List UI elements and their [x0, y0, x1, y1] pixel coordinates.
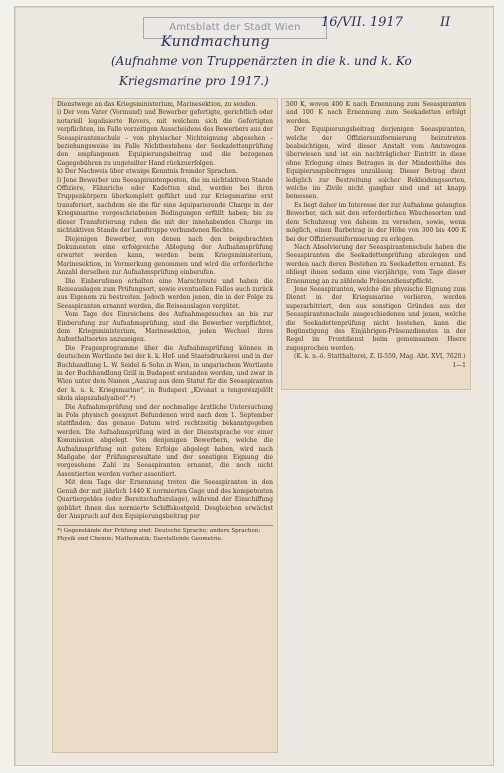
clip-paragraph: 500 K, wovon 400 K nach Ernennung zum Seeaspiranten und 100 K nach Ernennung zum Seekadetten erfolgt werden. — [286, 101, 466, 125]
clip-paragraph: l) Jene Bewerber um Seeaspirantenposten, die im nichtaktiven Stande Offiziere, Fähnriche oder Kadetten sind, werden bei ihren Truppenkörpern überkomplett geführt und zur Kriegsmarine erst transferiert, nachdem sie die für eine äquiparierende Charge in der Kriegsmarine vorgeschriebenen Bedingungen erfüllt haben; bis zu dieser Transferierung ruhen die mit der innehabenden Charge im nichtaktiven Stande der Landtruppe verbundenen Rechte. — [57, 176, 273, 235]
clip-paragraph: Mit dem Tage der Ernennung treten die Seeaspiranten in den Genuß der mit jährlich 1440 K normierten Gage und des kompetenten Quartiergeldes (oder Bereitschaftszulage), während der Einschiffung gebührt ihnen das normierte Schiffskostgeld. Desgleichen erwächst der Anspruch auf den Equipierungsbeitrag per — [57, 479, 273, 520]
clip-paragraph: i) Der vom Vater (Vormund) und Bewerber gefertigte, gerichtlich oder notariell legalisierte Revers, mit welchem sich die Gefertigten verpflichten, im Falle vorzeitigen Ausscheidens des Bewerbers aus der Seeaspirantenschule – von physischer Nichteignung abgesehen – beziehungsweise im Falle Nichtbestehens der Seekadettenprüfung den empfangenen Equipierungsbeitrag und die bezogenen Gagegebühren zu ungeteilter Hand rückzuerfolgen. — [57, 109, 273, 167]
clip-footnote: *) Gegenstände der Prüfung sind: Deutsche Sprache; andere Sprachen; Physik und Chemie; Mathematik; Darstellende Geometrie. — [57, 525, 273, 543]
clip-paragraph: Die Aufnahmsprüfung und der nochmalige ärztliche Untersuchung in Pola physisch geeignet Befundenen wird nach dem 1. September stattfinden; das genaue Datum wird rechtzeitig bekanntgegeben werden. Die Aufnahmsprüfung wird in der Dienstsprache vor einer Kommission abgelegt. Von denjenigen Bewerbern, welche die Aufnahmsprüfung mit gutem Erfolge abgelegt haben, wird nach Maßgabe der Prüfungsresultate und der sonstigen Eignung die vorgesehene Zahl zu Seeaspiranten ernannt, die noch nicht Assentierten werden vorher assentiert. — [57, 403, 273, 478]
newspaper-clipping-right — [281, 98, 471, 390]
clip-paragraph: Der Equipierungsbeitrag derjenigen Seeaspiranten, welche der Offiziersuniformierung beizutreten beabsichtigen, wird dieser Anstalt vom Amtswegen überwiesen und ist ein nachträglicher Eintritt in diese ohne Erlegung eines Betrages in der Mindesthöhe des Equipierungsbeitrages unzulässig. Dieser Betrag dient lediglich zur Bestreitung solcher Bekleidungssorten, welche im Zivile nicht gangbar sind und ist knapp bemessen. — [286, 126, 466, 201]
handwritten-note-line-1: (Aufnahme von Truppenärzten in die k. und k. Ko — [111, 54, 412, 68]
newspaper-clipping-left — [52, 98, 278, 753]
clip-paragraph: Nach Absolvierung der Seeaspirantenschule haben die Seeaspiranten die Seekadettenprüfung abzulegen und werden nach deren Bestehen zu Seekadetten ernannt. Es obliegt ihnen sodann eine vierjährige, vom Tage dieser Ernennung an zu zählende Präsenzdienstpflicht. — [286, 243, 466, 285]
handwritten-date: 16/VII. 1917 — [321, 15, 403, 30]
handwritten-roman-numeral: II — [440, 15, 451, 30]
clip-paragraph: Diejenigen Bewerber, von denen nach den beigebrachten Dokumenten eine erfolgreiche Ablegung der Aufnahmsprüfung erwartet werden kann, werden beim Kriegsministerium, Marinesektion, in Vormerkung genommen und wird die erforderliche Anzahl derselben zur Aufnahmsprüfung einberufen. — [57, 235, 273, 277]
clip-paragraph: k) Der Nachweis über etwaige Kenntnis fremder Sprachen. — [57, 168, 238, 176]
clip-source-reference: (K. k. n.-ö. Statthalterei, Z. II-559, Mag. Abt. XVI, 7620.) — [294, 353, 466, 361]
handwritten-title: Kundmachung — [161, 34, 271, 50]
clip-paragraph: Dienstwege an das Kriegsministerium, Marinesektion, zu senden. — [57, 101, 258, 108]
clip-paragraph: Vom Tage des Einreichens des Aufnahmsgesuches an bis zur Einberufung zur Aufnahmsprüfung, sind die Bewerber verpflichtet, dem Kriegsministerium, Marinesektion, jeden Wechsel ihres Aufenthaltsortes anzuzeigen. — [57, 311, 273, 344]
amtsblatt-stamp: Amtsblatt der Stadt Wien — [143, 17, 327, 39]
clip-paragraph: Die Einberufenen erhalten eine Marschroute und haben die Reiseauslagen zum Prüfungsort, sowie eventuellen Falles auch zurück aus Eigenem zu bestreiten. Jedoch werden jenen, die in der Folge zu Seeaspiranten ernannt werden, die Reiseauslagen vergütet. — [57, 277, 273, 310]
clip-paragraph: Es liegt daher im Interesse der zur Aufnahme gelangten Bewerber, sich mit den erforderlichen Wäschesorten und dem Schuhzeug von daheim zu versehen, sowie, wenn möglich, einen Barbetrag in der Höhe von 300 bis 400 K bei der Offiziersuniformierung zu erlegen. — [286, 201, 466, 243]
clip-end-mark: 1—1 — [452, 361, 466, 369]
handwritten-note-line-2: Kriegsmarine pro 1917.) — [119, 74, 269, 88]
clip-paragraph: Jene Seeaspiranten, welche die physische Eignung zum Dienst in der Kriegsmarine verlieren, werden superarbitriert, den aus sonstigen Gründen aus der Seeaspirantenschule ausgeschiedenen und jenen, welche die Seekadettenprüfung nicht bestehen, kann die Begünstigung des Einjährigen-Präsenzdienstes in der Regel im Frontdienst beim gemeinsamen Heere zugesprochen werden. — [286, 285, 466, 352]
clip-paragraph: Die Fragenprogramme über die Aufnahmsprüfung können in deutschem Wortlaute bei der k. k. Hof- und Staatsdruckerei und in der Buchhandlung L. W. Seidel & Sohn in Wien, in ungarischem Wortlaute in der Buchhandlung Grill in Budapest erstanden werden, und zwar in Wien unter dem Namen „Auszug aus dem Statut für die Seeaspiranten der k. u. k. Kriegsmarine“, in Budapest „Kivonat a tengerészjelölt skola alapszabalyaibol“.*) — [57, 344, 273, 403]
handwritten-note — [111, 51, 471, 91]
